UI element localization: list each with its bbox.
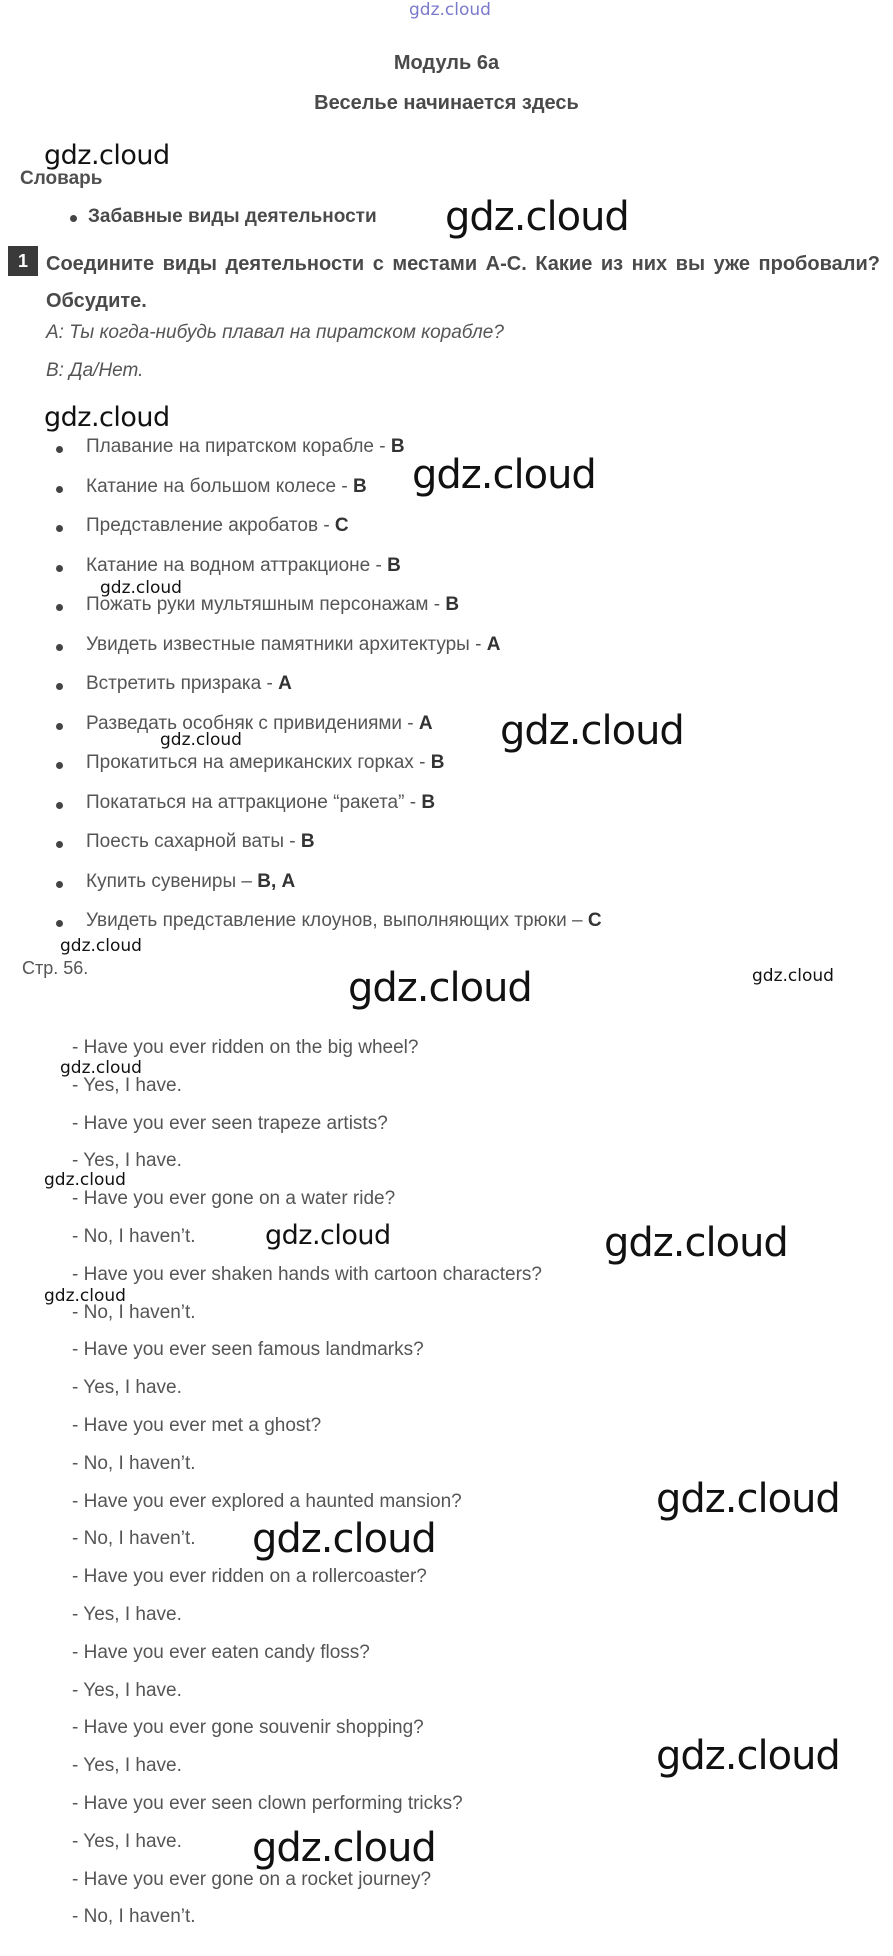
- bullet-dot: [56, 644, 63, 651]
- bullet-dot: [56, 683, 63, 690]
- activity-text: Прокатиться на американских горках -: [86, 752, 431, 773]
- activity-item: [86, 476, 367, 498]
- watermark: gdz.cloud: [348, 965, 532, 1011]
- activity-text: Разведать особняк с привидениями -: [86, 712, 419, 734]
- watermark: gdz.cloud: [445, 194, 629, 240]
- example-question: А: Ты когда-нибудь плавал на пиратском корабле?: [46, 322, 504, 343]
- activity-text: Увидеть представление клоунов, выполняющих трюки –: [86, 910, 588, 931]
- dialog-line: - Have you ever seen clown performing tricks?: [72, 1793, 463, 1814]
- activity-text: Купить сувениры –: [86, 870, 258, 892]
- dialog-line: - Have you ever met a ghost?: [72, 1415, 322, 1436]
- activity-item: [86, 713, 433, 735]
- watermark: gdz.cloud: [656, 1476, 840, 1522]
- watermark: gdz.cloud: [500, 708, 684, 754]
- activity-item: [86, 831, 315, 853]
- site-logo: gdz.cloud: [409, 0, 491, 20]
- activity-answer: С: [587, 910, 602, 931]
- bullet-dot: [56, 525, 63, 532]
- activity-text: Встретить призрака -: [86, 673, 279, 694]
- dialog-line: - Yes, I have.: [72, 1377, 182, 1399]
- dialog-line: - Yes, I have.: [72, 1604, 182, 1625]
- bullet-dot: [56, 565, 63, 572]
- activity-answer: С: [334, 515, 349, 536]
- dialog-line: - Have you ever ridden on the big wheel?: [72, 1037, 419, 1058]
- activity-item: [86, 436, 405, 458]
- activity-answer: В: [445, 594, 460, 615]
- dialog-line: - No, I haven’t.: [72, 1528, 196, 1550]
- dialog-line: - No, I haven’t.: [72, 1906, 196, 1928]
- dialog-line: - Have you ever gone souvenir shopping?: [72, 1717, 424, 1739]
- dialog-line: - Yes, I have.: [72, 1150, 182, 1172]
- watermark: gdz.cloud: [604, 1220, 788, 1266]
- activity-item: [86, 634, 500, 656]
- watermark: gdz.cloud: [160, 730, 242, 750]
- bullet-dot: [56, 446, 63, 453]
- dialog-line: - No, I haven’t.: [72, 1452, 196, 1474]
- bullet-dot: [56, 841, 63, 848]
- example-answer: В: Да/Нет.: [46, 360, 144, 381]
- activity-answer: В: [421, 791, 436, 813]
- dialog-line: - Have you ever gone on a water ride?: [72, 1188, 396, 1210]
- activity-text: Увидеть известные памятники архитектуры -: [86, 633, 487, 655]
- dialog-line: - Have you ever seen famous landmarks?: [72, 1339, 424, 1361]
- activity-answer: В: [390, 436, 405, 457]
- exercise-instruction: Соедините виды деятельности с местами А-С. Какие из них вы уже пробовали? Обсудите.: [46, 253, 880, 312]
- dialog-line: - Have you ever explored a haunted mansion?: [72, 1490, 462, 1512]
- activity-text: Пожать руки мультяшным персонажам -: [86, 594, 446, 615]
- activity-text: Поесть сахарной ваты -: [86, 831, 301, 852]
- activity-answer: В, А: [257, 870, 296, 892]
- activity-text: Плавание на пиратском корабле -: [86, 436, 391, 457]
- bullet-dot: [56, 486, 63, 493]
- activity-item: [86, 555, 401, 577]
- dialog-line: - Yes, I have.: [72, 1679, 182, 1701]
- activity-item: [86, 910, 602, 932]
- page-reference: Стр. 56.: [22, 958, 89, 978]
- activity-item: [86, 792, 435, 814]
- module-subtitle: Веселье начинается здесь: [314, 92, 579, 114]
- watermark: gdz.cloud: [412, 452, 596, 498]
- dialog-line: - Have you ever ridden on a rollercoaster?: [72, 1566, 427, 1588]
- activity-text: Покататься на аттракционе “ракета” -: [86, 791, 422, 813]
- activity-text: Катание на водном аттракционе -: [86, 554, 388, 576]
- dialog-line: - Yes, I have.: [72, 1755, 182, 1777]
- watermark: gdz.cloud: [60, 936, 142, 956]
- vocabulary-topic: Забавные виды деятельности: [88, 206, 377, 227]
- watermark: gdz.cloud: [252, 1825, 436, 1871]
- activity-text: Представление акробатов -: [86, 515, 335, 536]
- activity-answer: А: [278, 673, 292, 694]
- dialog-line: - Have you ever shaken hands with cartoon characters?: [72, 1263, 542, 1285]
- module-title: Модуль 6а: [393, 52, 500, 74]
- activity-answer: В: [430, 752, 445, 773]
- watermark: gdz.cloud: [100, 578, 182, 598]
- vocabulary-heading: Словарь: [20, 168, 103, 189]
- watermark: gdz.cloud: [752, 966, 834, 986]
- watermark: gdz.cloud: [44, 402, 170, 433]
- watermark: gdz.cloud: [656, 1733, 840, 1779]
- watermark: gdz.cloud: [252, 1516, 436, 1562]
- bullet-dot: [56, 920, 63, 927]
- bullet-dot: [56, 723, 63, 730]
- exercise-number-badge: 1: [8, 246, 38, 276]
- dialog-line: - Yes, I have.: [72, 1074, 182, 1096]
- activity-item: [86, 871, 295, 893]
- activity-answer: В: [353, 475, 367, 497]
- activity-text: Катание на большом колесе -: [86, 475, 354, 497]
- activity-answer: В: [300, 831, 315, 852]
- activity-answer: А: [486, 633, 501, 655]
- dialog-line: - Have you ever seen trapeze artists?: [72, 1112, 388, 1134]
- watermark: gdz.cloud: [44, 1170, 126, 1190]
- dialog-line: - Yes, I have.: [72, 1830, 182, 1852]
- dialog-line: - Have you ever gone on a rocket journey?: [72, 1868, 432, 1890]
- bullet-dot: [56, 762, 63, 769]
- dialog-line: - No, I haven’t.: [72, 1226, 196, 1247]
- bullet-dot: [56, 802, 63, 809]
- bullet-dot: [70, 215, 77, 222]
- watermark: gdz.cloud: [44, 1286, 126, 1306]
- bullet-dot: [56, 604, 63, 611]
- activity-item: [86, 673, 292, 695]
- watermark: gdz.cloud: [60, 1058, 142, 1078]
- dialog-line: - Have you ever eaten candy floss?: [72, 1641, 370, 1663]
- dialog-line: - No, I haven’t.: [72, 1301, 196, 1323]
- activity-item: [86, 515, 349, 537]
- activity-answer: А: [418, 712, 433, 734]
- bullet-dot: [56, 881, 63, 888]
- activity-answer: В: [387, 554, 401, 576]
- watermark: gdz.cloud: [44, 140, 170, 171]
- watermark: gdz.cloud: [265, 1220, 391, 1251]
- activity-item: [86, 752, 444, 774]
